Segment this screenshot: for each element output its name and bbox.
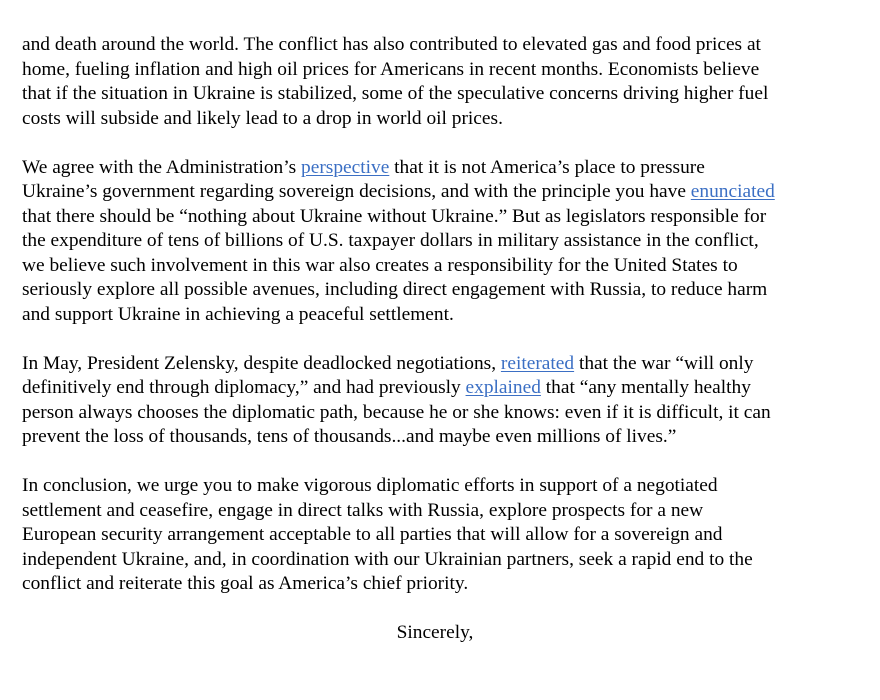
text-line	[22, 82, 862, 107]
text-line	[22, 401, 862, 426]
text-line	[22, 278, 862, 303]
text-line	[22, 376, 862, 401]
text-segment: prevent the loss of thousands, tens of thousands...and maybe even millions of lives.”	[22, 426, 677, 447]
paragraph-spacer	[22, 131, 862, 156]
text-line	[22, 303, 862, 328]
text-segment: the expenditure of tens of billions of U.S. taxpayer dollars in military assistance in the conflict,	[22, 230, 759, 251]
text-segment: independent Ukraine, and, in coordination with our Ukrainian partners, seek a rapid end to the	[22, 548, 753, 570]
text-segment: definitively end through diplomacy,” and had previously	[22, 377, 466, 398]
text-segment: European security arrangement acceptable to all parties that will allow for a sovereign and	[22, 524, 723, 545]
text-segment: seriously explore all possible avenues, including direct engagement with Russia, to reduce harm	[22, 279, 768, 300]
text-line	[22, 229, 862, 254]
text-segment: Ukraine’s government regarding sovereign decisions, and with the principle you have	[22, 181, 691, 202]
text-segment: and support Ukraine in achieving a peaceful settlement.	[22, 303, 454, 325]
hyperlink-perspective[interactable]: perspective	[301, 156, 390, 178]
letter-body	[22, 33, 862, 646]
text-segment: In May, President Zelensky, despite deadlocked negotiations,	[22, 352, 501, 374]
paragraph-2	[22, 156, 862, 328]
text-segment: We agree with the Administration’s	[22, 156, 302, 178]
text-line	[22, 156, 862, 181]
paragraph-3	[22, 352, 862, 450]
paragraph-4	[22, 474, 862, 597]
text-segment: In conclusion, we urge you to make vigorous diplomatic efforts in support of a negotiated	[22, 475, 718, 496]
text-segment: settlement and ceasefire, engage in direct talks with Russia, explore prospects for a new	[22, 499, 704, 521]
text-line	[22, 33, 862, 58]
paragraph-spacer	[22, 450, 862, 475]
text-segment: that “any mentally healthy	[540, 377, 751, 398]
paragraph-spacer	[22, 597, 862, 622]
text-line	[22, 180, 862, 205]
text-line	[22, 107, 862, 132]
text-segment: costs will subside and likely lead to a drop in world oil prices.	[22, 107, 503, 129]
text-segment: conflict and reiterate this goal as America’s chief priority.	[22, 573, 469, 594]
text-line	[22, 352, 862, 377]
text-line	[22, 254, 862, 279]
text-segment: that the war “will only	[574, 352, 754, 374]
text-segment: that if the situation in Ukraine is stabilized, some of the speculative concerns driving higher fuel	[22, 83, 769, 104]
text-line	[22, 572, 862, 597]
text-line	[22, 425, 862, 450]
text-segment: we believe such involvement in this war also creates a responsibility for the United States to	[22, 254, 738, 276]
text-segment: that it is not America’s place to pressure	[389, 156, 705, 178]
paragraph-spacer	[22, 327, 862, 352]
text-segment: that there should be “nothing about Ukraine without Ukraine.” But as legislators responsible for	[22, 205, 767, 227]
text-segment: and death around the world. The conflict has also contributed to elevated gas and food prices at	[22, 34, 761, 55]
text-line	[22, 474, 862, 499]
text-segment: person always chooses the diplomatic path, because he or she knows: even if it is difficult, it can	[22, 401, 771, 423]
text-line	[22, 205, 862, 230]
hyperlink-reiterated[interactable]: reiterated	[500, 352, 575, 374]
text-line	[22, 499, 862, 524]
closing-salutation: Sincerely,	[396, 622, 474, 643]
text-segment: home, fueling inflation and high oil prices for Americans in recent months. Economists believe	[22, 58, 760, 80]
text-line	[22, 58, 862, 83]
paragraph-1	[22, 33, 862, 131]
hyperlink-enunciated[interactable]: enunciated	[690, 181, 775, 202]
text-line	[22, 548, 862, 573]
text-line	[22, 523, 862, 548]
hyperlink-explained[interactable]: explained	[465, 377, 541, 398]
